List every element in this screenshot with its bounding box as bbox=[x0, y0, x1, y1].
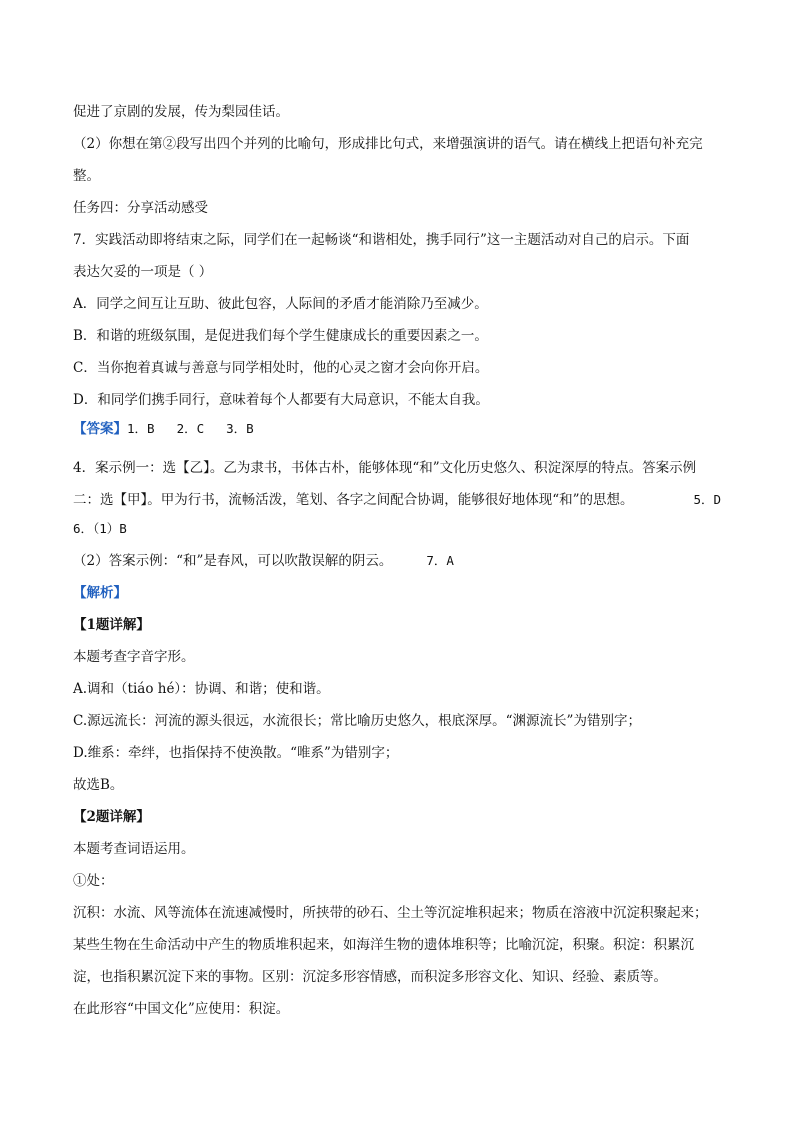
text-line: 整。 bbox=[73, 168, 100, 184]
option-a: A．同学之间互让互助、彼此包容，人际间的矛盾才能消除乃至减少。 bbox=[73, 296, 488, 312]
answer-4-line-2: 二：选【甲】。甲为行书，流畅活泼，笔划、各字之间配合协调，能够很好地体现“和”的思想。 bbox=[73, 492, 634, 508]
answer-4-line-1: 4．案示例一：选【乙】。乙为隶书，书体古朴，能够体现“和”文化历史悠久、积淀深厚的特点。答案示例 bbox=[73, 460, 697, 476]
question-7-stem-cont: 表达欠妥的一项是（ ） bbox=[73, 264, 213, 280]
answer-6-line-1: 6．（1）B bbox=[73, 521, 127, 536]
answer-3: 3．B bbox=[226, 421, 254, 436]
question-6-2-prompt: （2）你想在第②段写出四个并列的比喻句，形成排比句式，来增强演讲的语气。请在横线上把语句补充完 bbox=[73, 136, 703, 152]
analysis-text: 故选B。 bbox=[73, 777, 124, 793]
option-c: C．当你抱着真诚与善意与同学相处时，他的心灵之窗才会向你开启。 bbox=[73, 360, 489, 376]
answer-6-line-2 bbox=[73, 551, 454, 571]
analysis-text: D.维系：牵绊，也指保持不使涣散。“唯系”为错别字； bbox=[73, 745, 399, 761]
answer-6-2-text: （2）答案示例：“和”是春风，可以吹散误解的阴云。 bbox=[73, 553, 393, 569]
analysis-text: A.调和（tiáo hé）：协调、和谐；使和谐。 bbox=[73, 681, 330, 697]
analysis-text: C.源远流长：河流的源头很远，水流很长；常比喻历史悠久，根底深厚。“渊源流长”为错别字； bbox=[73, 713, 641, 729]
analysis-text: 本题考查词语运用。 bbox=[73, 841, 195, 857]
task-heading: 任务四：分享活动感受 bbox=[73, 200, 208, 216]
answer-1: 1．B bbox=[127, 421, 155, 436]
analysis-text: 在此形容“中国文化”应使用：积淀。 bbox=[73, 1001, 290, 1017]
text-line: 促进了京剧的发展，传为梨园佳话。 bbox=[73, 104, 289, 120]
analysis-text: ①处： bbox=[73, 873, 114, 889]
answer-2: 2．C bbox=[176, 421, 205, 436]
question-2-heading: 【2题详解】 bbox=[73, 809, 150, 825]
analysis-text: 淀，也指积累沉淀下来的事物。区别：沉淀多形容情感，而积淀多形容文化、知识、经验、素质等。 bbox=[73, 969, 667, 985]
question-7-stem: 7．实践活动即将结束之际，同学们在一起畅谈“和谐相处，携手同行”这一主题活动对自己的启示。下面 bbox=[73, 232, 690, 248]
answer-7: 7．A bbox=[426, 553, 454, 568]
analysis-text: 本题考查字音字形。 bbox=[73, 649, 195, 665]
answer-row bbox=[73, 419, 254, 439]
analysis-label: 【解析】 bbox=[73, 585, 127, 601]
question-1-heading: 【1题详解】 bbox=[73, 617, 150, 633]
answer-label: 【答案】 bbox=[73, 421, 127, 437]
analysis-text: 某些生物在生命活动中产生的物质堆积起来，如海洋生物的遗体堆积等；比喻沉淀，积聚。积淀：积累沉 bbox=[73, 937, 694, 953]
analysis-text: 沉积：水流、风等流体在流速减慢时，所挟带的砂石、尘土等沉淀堆积起来；物质在溶液中沉淀积聚起来； bbox=[73, 905, 708, 921]
answer-5: 5．D bbox=[693, 492, 721, 507]
option-b: B．和谐的班级氛围，是促进我们每个学生健康成长的重要因素之一。 bbox=[73, 328, 488, 344]
option-d: D．和同学们携手同行，意味着每个人都要有大局意识，不能太自我。 bbox=[73, 392, 489, 408]
